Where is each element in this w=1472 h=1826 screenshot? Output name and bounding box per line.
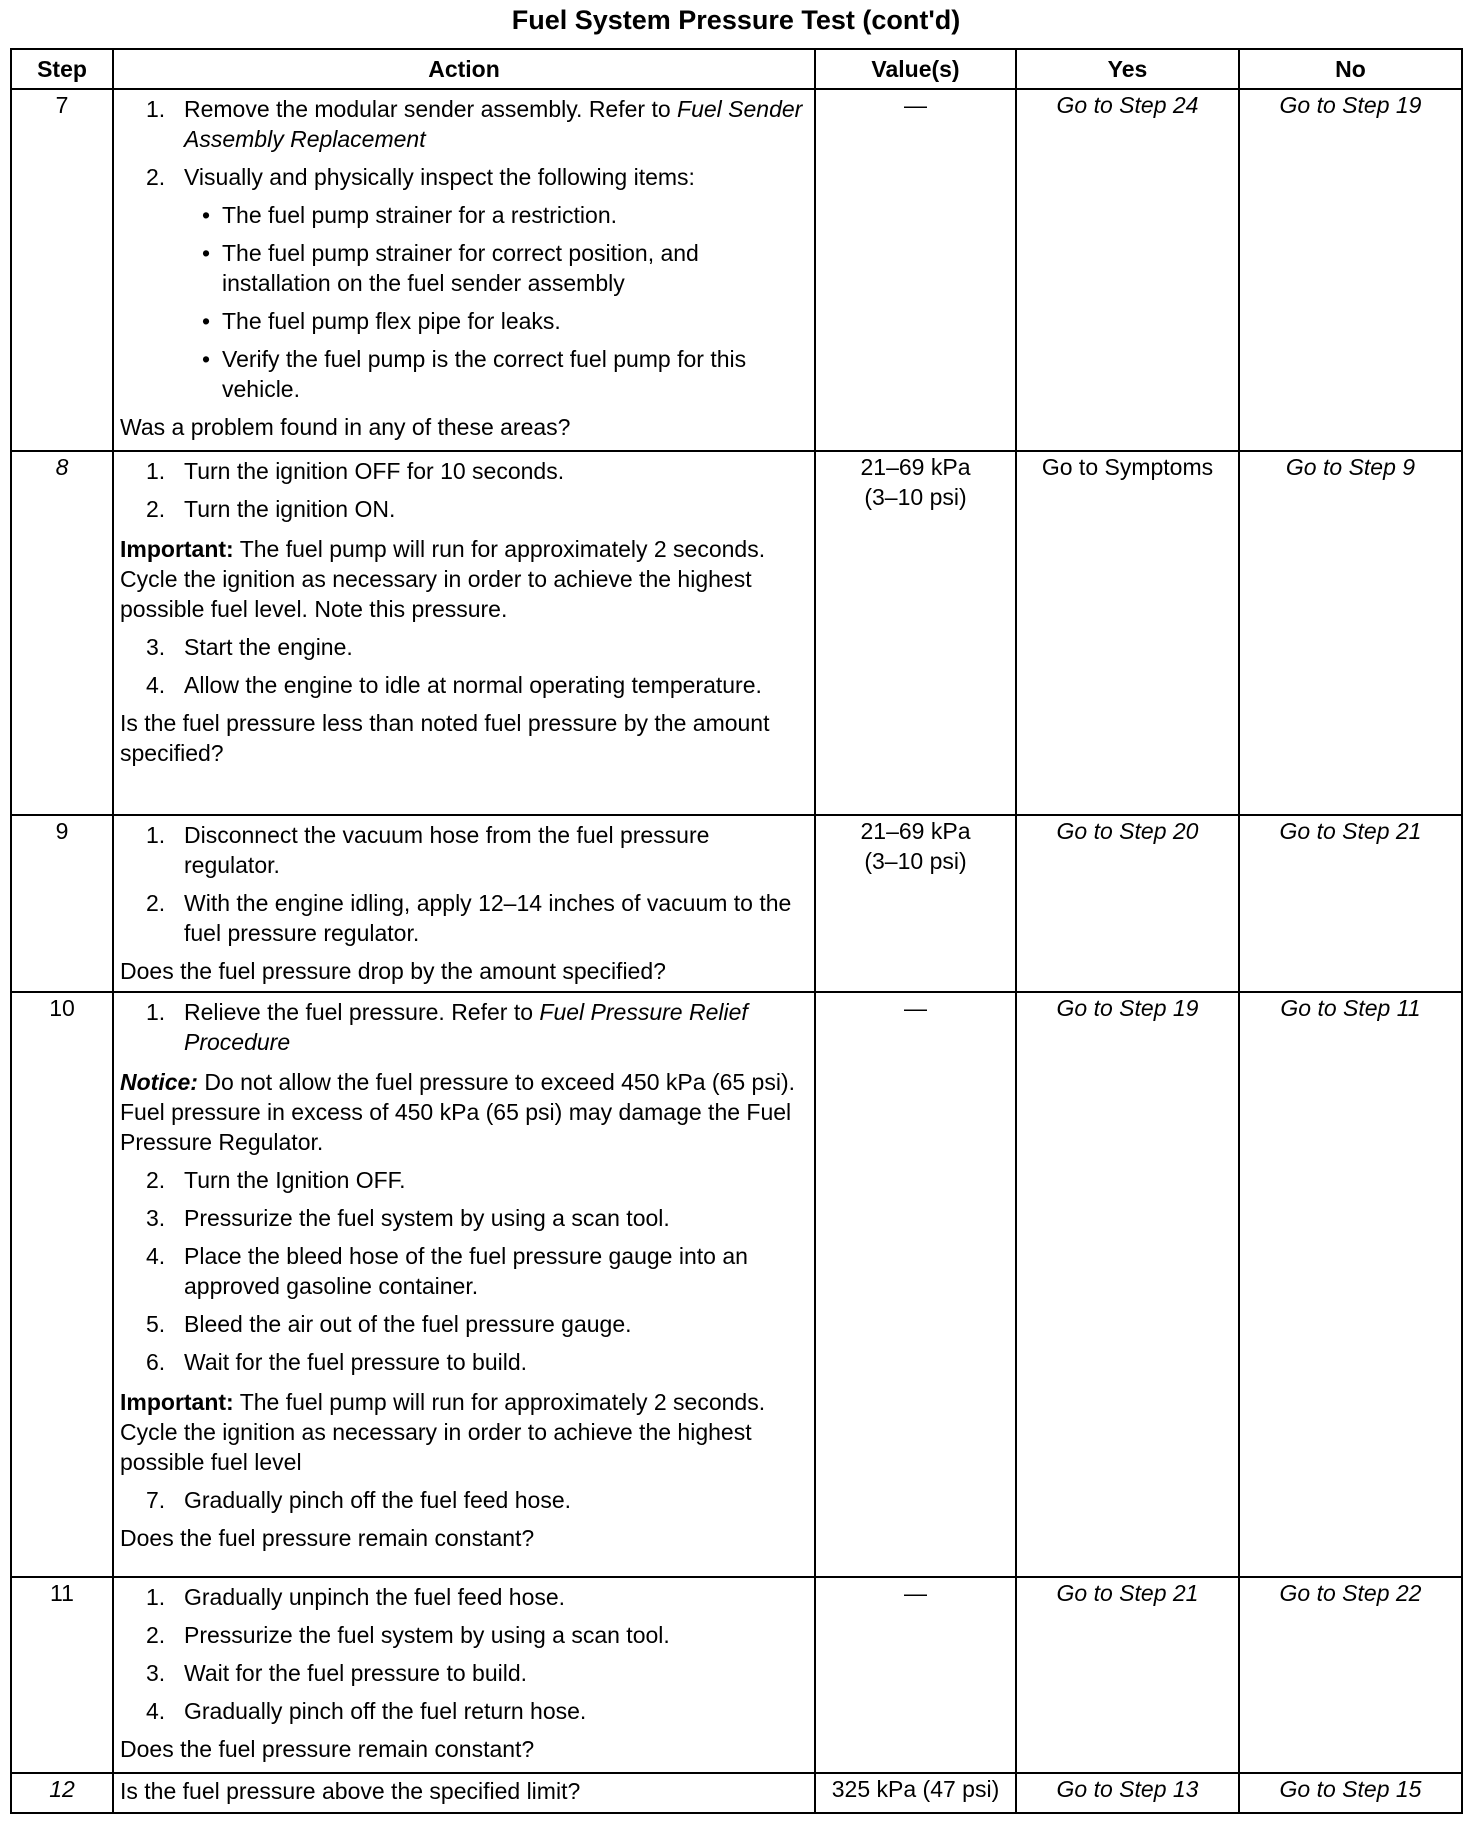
question-text: Does the fuel pressure remain constant? xyxy=(120,1525,535,1551)
list-item: 2. Pressurize the fuel system by using a scan tool. xyxy=(146,1622,670,1648)
page-title: Fuel System Pressure Test (cont'd) xyxy=(511,5,961,35)
table-header-row xyxy=(11,49,1462,89)
question-text: Was a problem found in any of these areas? xyxy=(120,414,571,440)
list-item: 2. Turn the Ignition OFF. xyxy=(146,1167,406,1193)
bullet-item: • Verify the fuel pump is the correct fuel pump for this vehicle. xyxy=(202,346,747,402)
list-item: 2. Turn the ignition ON. xyxy=(146,496,396,522)
no-cell: Go to Step 19 xyxy=(1239,89,1462,451)
action-cell xyxy=(113,815,815,992)
list-item: 6. Wait for the fuel pressure to build. xyxy=(146,1349,528,1375)
value-cell: 21–69 kPa (3–10 psi) xyxy=(815,815,1016,992)
bullet-item: • The fuel pump flex pipe for leaks. xyxy=(202,308,561,334)
value-cell: — xyxy=(815,89,1016,451)
table-row-step-12 xyxy=(11,1773,1462,1813)
step-number: 8 xyxy=(11,451,113,815)
yes-cell: Go to Step 13 xyxy=(1016,1773,1239,1813)
header-no: No xyxy=(1239,49,1462,89)
header-step: Step xyxy=(11,49,113,89)
no-cell: Go to Step 21 xyxy=(1239,815,1462,992)
bullet-item: • The fuel pump strainer for a restriction. xyxy=(202,202,617,228)
action-cell xyxy=(113,992,815,1577)
value-cell: — xyxy=(815,1577,1016,1773)
reference-link: Fuel Sender Assembly Replacement xyxy=(184,96,803,152)
table-row-step-8 xyxy=(11,451,1462,815)
list-item: 7. Gradually pinch off the fuel feed hose. xyxy=(146,1487,572,1513)
table-row-step-11 xyxy=(11,1577,1462,1773)
question-text: Does the fuel pressure drop by the amount specified? xyxy=(120,958,666,984)
action-cell xyxy=(113,451,815,815)
action-cell xyxy=(113,89,815,451)
list-item: 3. Pressurize the fuel system by using a scan tool. xyxy=(146,1205,670,1231)
list-item: 1. Relieve the fuel pressure. Refer to Fuel Pressure Relief Procedure xyxy=(146,999,748,1055)
yes-cell: Go to Symptoms xyxy=(1016,451,1239,815)
header-yes: Yes xyxy=(1016,49,1239,89)
list-item: 1. Turn the ignition OFF for 10 seconds. xyxy=(146,458,565,484)
question-text: Is the fuel pressure less than noted fuel pressure by the amount specified? xyxy=(120,710,770,766)
yes-cell: Go to Step 19 xyxy=(1016,992,1239,1577)
no-cell: Go to Step 15 xyxy=(1239,1773,1462,1813)
step-number: 12 xyxy=(11,1773,113,1813)
list-item: 4. Allow the engine to idle at normal operating temperature. xyxy=(146,672,762,698)
step-number: 10 xyxy=(11,992,113,1577)
question-text: Is the fuel pressure above the specified limit? xyxy=(120,1778,581,1804)
step-number: 11 xyxy=(11,1577,113,1773)
important-note: Important: The fuel pump will run for approximately 2 seconds. Cycle the ignition as necessary in order to achieve the highest possible fuel level. Note this pressure. xyxy=(120,536,766,622)
list-item: 3. Wait for the fuel pressure to build. xyxy=(146,1660,528,1686)
value-cell: — xyxy=(815,992,1016,1577)
list-item: 1. Remove the modular sender assembly. Refer to Fuel Sender Assembly Replacement xyxy=(146,96,803,152)
header-value: Value(s) xyxy=(815,49,1016,89)
list-item: 1. Gradually unpinch the fuel feed hose. xyxy=(146,1584,566,1610)
procedure-table xyxy=(10,48,1463,1814)
no-cell: Go to Step 22 xyxy=(1239,1577,1462,1773)
yes-cell: Go to Step 24 xyxy=(1016,89,1239,451)
list-item: 4. Place the bleed hose of the fuel pressure gauge into an approved gasoline container. xyxy=(146,1243,748,1299)
question-text: Does the fuel pressure remain constant? xyxy=(120,1736,535,1762)
list-item: 2. With the engine idling, apply 12–14 inches of vacuum to the fuel pressure regulator. xyxy=(146,890,792,946)
list-item: 4. Gradually pinch off the fuel return hose. xyxy=(146,1698,587,1724)
list-item: 2. Visually and physically inspect the following items: xyxy=(146,164,695,190)
yes-cell: Go to Step 20 xyxy=(1016,815,1239,992)
list-item: 5. Bleed the air out of the fuel pressure gauge. xyxy=(146,1311,632,1337)
no-cell: Go to Step 9 xyxy=(1239,451,1462,815)
bullet-item: • The fuel pump strainer for correct position, and installation on the fuel sender assembly xyxy=(202,240,699,296)
list-item: 1. Disconnect the vacuum hose from the fuel pressure regulator. xyxy=(146,822,710,878)
list-item: 3. Start the engine. xyxy=(146,634,353,660)
table-row-step-7 xyxy=(11,89,1462,451)
action-cell xyxy=(113,1577,815,1773)
no-cell: Go to Step 11 xyxy=(1239,992,1462,1577)
yes-cell: Go to Step 21 xyxy=(1016,1577,1239,1773)
header-action: Action xyxy=(113,49,815,89)
step-number: 9 xyxy=(11,815,113,992)
important-note: Important: The fuel pump will run for approximately 2 seconds. Cycle the ignition as necessary in order to achieve the highest possible fuel level xyxy=(120,1389,766,1475)
notice-note: Notice: Do not allow the fuel pressure to exceed 450 kPa (65 psi). Fuel pressure in excess of 450 kPa (65 psi) may damage the Fuel Pressure Regulator. xyxy=(120,1069,796,1155)
value-cell: 21–69 kPa (3–10 psi) xyxy=(815,451,1016,815)
table-row-step-10 xyxy=(11,992,1462,1577)
step-number: 7 xyxy=(11,89,113,451)
value-cell: 325 kPa (47 psi) xyxy=(815,1773,1016,1813)
action-cell xyxy=(113,1773,815,1813)
table-row-step-9 xyxy=(11,815,1462,992)
reference-link: Fuel Pressure Relief Procedure xyxy=(184,999,748,1055)
